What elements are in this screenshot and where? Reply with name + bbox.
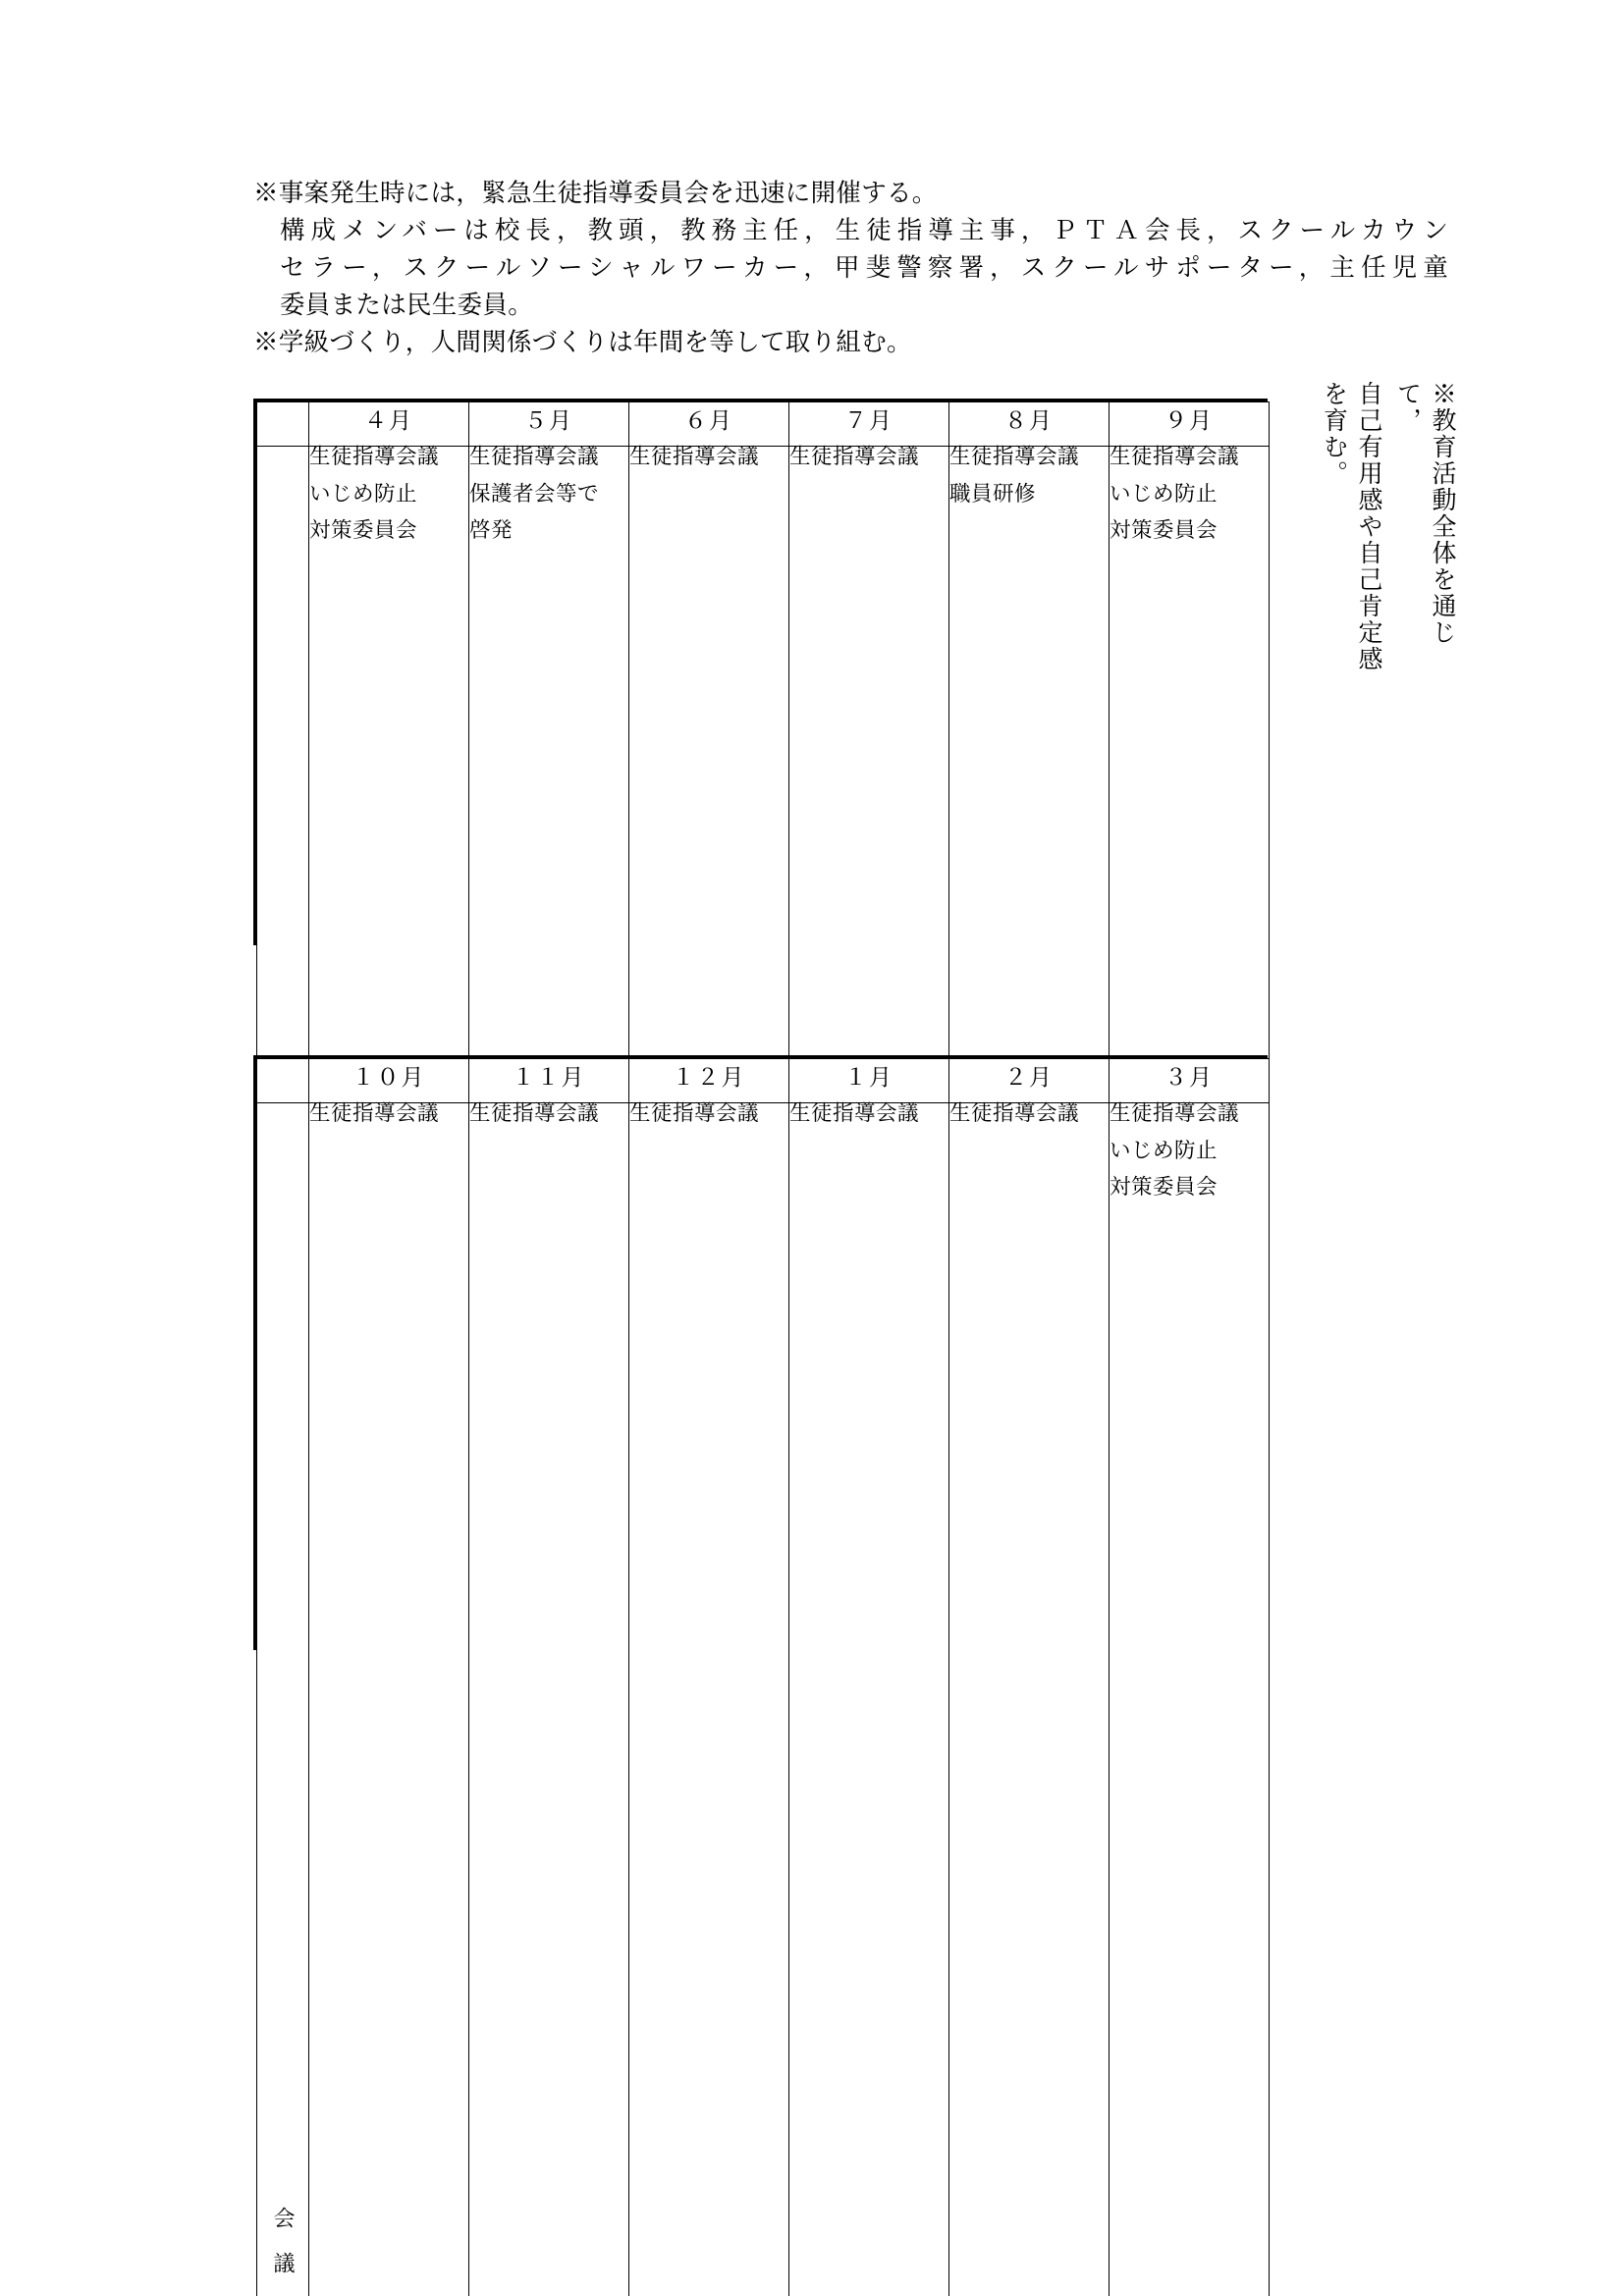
note-line-2: 構成メンバーは校長，教頭，教務主任，生徒指導主事，ＰＴＡ会長，スクールカウン bbox=[280, 216, 1448, 244]
month-header-2: ５月 bbox=[469, 402, 629, 447]
cell-kaigi-jun: 生徒指導会議 bbox=[629, 447, 789, 2296]
cell-kaigi-nov: 生徒指導会議 bbox=[469, 1103, 629, 2296]
cell-kaigi-aug: 生徒指導会議 職員研修 bbox=[949, 447, 1110, 2296]
month-header-6: ９月 bbox=[1110, 402, 1270, 447]
month-header-4: ７月 bbox=[789, 402, 949, 447]
corner-cell bbox=[257, 402, 309, 447]
month-header-10: １月 bbox=[789, 1059, 949, 1103]
month-header-7: １０月 bbox=[309, 1059, 469, 1103]
intro-note-block bbox=[253, 175, 1448, 361]
schedule-table-second-half bbox=[253, 1055, 1268, 2296]
month-header-11: ２月 bbox=[949, 1059, 1110, 1103]
note-line-1: ※事案発生時には，緊急生徒指導委員会を迅速に開催する。 bbox=[253, 179, 938, 207]
cell-kaigi-jul: 生徒指導会議 bbox=[789, 447, 949, 2296]
row-label-kaigi: 会議 bbox=[257, 1103, 309, 2296]
month-header-8: １１月 bbox=[469, 1059, 629, 1103]
side-note-column-2: 自己有用感や自己肯定感を育む。 bbox=[1320, 381, 1381, 672]
cell-kaigi-dec: 生徒指導会議 bbox=[629, 1103, 789, 2296]
note-line-5: ※学級づくり，人間関係づくりは年間を等して取り組む。 bbox=[253, 328, 912, 356]
month-header-1: ４月 bbox=[309, 402, 469, 447]
month-header-9: １２月 bbox=[629, 1059, 789, 1103]
side-note bbox=[1316, 381, 1459, 675]
cell-kaigi-may: 生徒指導会議 保護者会等で 啓発 bbox=[469, 447, 629, 2296]
corner-cell bbox=[257, 1059, 309, 1103]
month-header-3: ６月 bbox=[629, 402, 789, 447]
schedule-table-first-half bbox=[253, 399, 1268, 945]
month-header-12: ３月 bbox=[1110, 1059, 1270, 1103]
table-row-months bbox=[257, 1059, 1270, 1103]
table-row bbox=[257, 1103, 1270, 2296]
cell-kaigi-apr: 生徒指導会議 いじめ防止 対策委員会 bbox=[309, 447, 469, 2296]
cell-kaigi-mar: 生徒指導会議 いじめ防止 対策委員会 bbox=[1110, 1103, 1270, 2296]
side-note-column-1: ※教育活動全体を通じて， bbox=[1393, 381, 1455, 646]
cell-kaigi-oct: 生徒指導会議 bbox=[309, 1103, 469, 2296]
month-header-5: ８月 bbox=[949, 402, 1110, 447]
note-line-4: 委員または民生委員。 bbox=[280, 291, 534, 319]
cell-kaigi-feb: 生徒指導会議 bbox=[949, 1103, 1110, 2296]
cell-kaigi-jan: 生徒指導会議 bbox=[789, 1103, 949, 2296]
table-row-months bbox=[257, 402, 1270, 447]
note-line-3: セラー，スクールソーシャルワーカー，甲斐警察署，スクールサポーター，主任児童 bbox=[280, 253, 1448, 282]
cell-kaigi-sep: 生徒指導会議 いじめ防止 対策委員会 bbox=[1110, 447, 1270, 2296]
